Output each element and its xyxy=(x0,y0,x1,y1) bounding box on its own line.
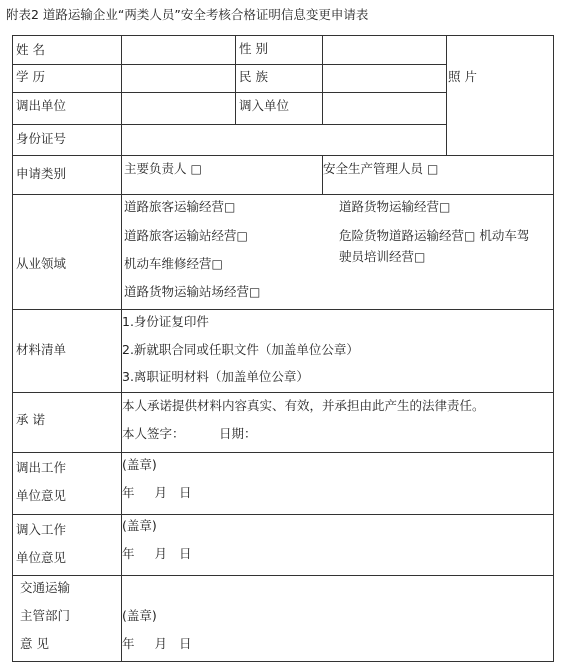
name-label: 姓 名 xyxy=(16,42,45,57)
field-passenger-transport-label: 道路旅客运输经营 xyxy=(124,199,225,214)
field-freight-transport xyxy=(339,199,450,215)
day-label: 日 xyxy=(179,485,192,500)
field-hazardous-transport-label: 危险货物道路运输经营 xyxy=(339,228,465,243)
in-opinion-date xyxy=(122,546,192,562)
field-vehicle-repair xyxy=(124,256,223,272)
category-principal xyxy=(124,161,202,177)
id-number-label: 身份证号 xyxy=(16,131,67,146)
dept-opinion-seal: (盖章) xyxy=(122,608,157,623)
photo-label: 照 片 xyxy=(448,69,477,84)
transfer-in-unit-label: 调入单位 xyxy=(239,98,290,113)
materials-item-3: 3.离职证明材料（加盖单位公章） xyxy=(122,369,309,384)
gender-label: 性 别 xyxy=(239,41,268,56)
field-vehicle-repair-label: 机动车维修经营 xyxy=(124,256,212,271)
dept-opinion-label-3: 意 见 xyxy=(20,636,49,651)
checkbox-icon[interactable]: □ xyxy=(439,200,451,214)
field-driver-training-label-cont: 驶员培训经营 xyxy=(339,249,415,264)
ethnicity-label: 民 族 xyxy=(239,69,268,84)
field-driver-training-label: 机动车驾 xyxy=(479,228,530,243)
field-freight-station xyxy=(124,284,260,300)
field-passenger-station-label: 道路旅客运输站经营 xyxy=(124,228,237,243)
transfer-out-unit-label: 调出单位 xyxy=(16,98,67,113)
form-title: 附表2 道路运输企业“两类人员”安全考核合格证明信息变更申请表 xyxy=(6,7,369,22)
in-opinion-label-2: 单位意见 xyxy=(16,550,67,565)
category-principal-label: 主要负责人 xyxy=(124,161,191,176)
dept-opinion-label-1: 交通运输 xyxy=(20,580,71,595)
checkbox-icon[interactable]: □ xyxy=(414,250,426,264)
field-freight-station-label: 道路货物运输站场经营 xyxy=(124,284,250,299)
dept-opinion-date xyxy=(122,636,192,652)
materials-item-2: 2.新就职合同或任职文件（加盖单位公章） xyxy=(122,342,359,357)
day-label: 日 xyxy=(179,546,192,561)
promise-text: 本人承诺提供材料内容真实、有效，并承担由此产生的法律责任。 xyxy=(122,398,485,413)
month-label: 月 xyxy=(154,636,168,651)
field-passenger-station xyxy=(124,228,248,244)
field-passenger-transport xyxy=(124,199,235,215)
checkbox-icon[interactable]: □ xyxy=(224,200,236,214)
checkbox-icon[interactable]: □ xyxy=(249,285,261,299)
category-safety-manager-label: 安全生产管理人员 xyxy=(323,161,427,176)
out-opinion-label-1: 调出工作 xyxy=(16,460,67,475)
checkbox-icon[interactable]: □ xyxy=(236,229,248,243)
signature-label: 本人签字： xyxy=(122,426,185,441)
year-label: 年 xyxy=(122,546,135,561)
in-opinion-label-1: 调入工作 xyxy=(16,522,67,537)
field-label: 从业领域 xyxy=(16,256,67,271)
checkbox-icon[interactable]: □ xyxy=(211,257,223,271)
dept-opinion-label-2: 主管部门 xyxy=(20,608,71,623)
out-opinion-date xyxy=(122,485,192,501)
field-freight-transport-label: 道路货物运输经营 xyxy=(339,199,440,214)
year-label: 年 xyxy=(122,636,135,651)
category-safety-manager xyxy=(323,161,438,177)
date-label: 日期： xyxy=(219,426,257,441)
checkbox-icon[interactable]: □ xyxy=(190,162,202,176)
materials-label: 材料清单 xyxy=(16,342,67,357)
promise-label: 承 诺 xyxy=(16,412,45,427)
category-label: 申请类别 xyxy=(16,166,67,181)
day-label: 日 xyxy=(179,636,192,651)
education-label: 学 历 xyxy=(16,69,45,84)
month-label: 月 xyxy=(154,485,168,500)
month-label: 月 xyxy=(154,546,168,561)
field-driver-training xyxy=(339,249,425,265)
checkbox-icon[interactable]: □ xyxy=(464,229,476,243)
field-hazardous-transport xyxy=(339,228,529,244)
materials-item-1: 1.身份证复印件 xyxy=(122,314,209,329)
out-opinion-label-2: 单位意见 xyxy=(16,488,67,503)
out-opinion-seal: (盖章) xyxy=(122,457,157,472)
checkbox-icon[interactable]: □ xyxy=(426,162,439,176)
year-label: 年 xyxy=(122,485,135,500)
in-opinion-seal: (盖章) xyxy=(122,518,157,533)
